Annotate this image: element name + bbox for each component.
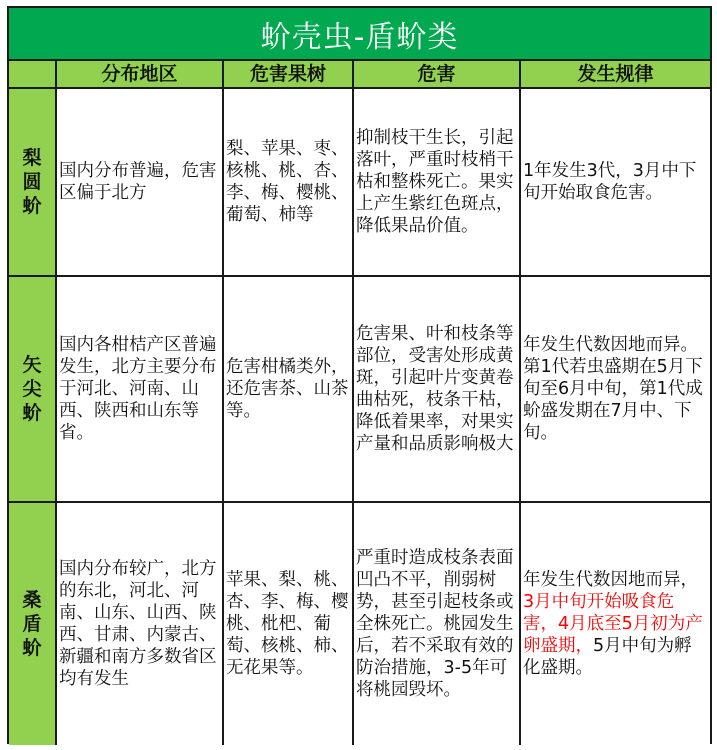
pattern-cell	[520, 88, 710, 276]
header-host-trees: 危害果树	[223, 61, 353, 88]
pattern-text: 1年发生3代，3月中下旬开始取食危害。	[523, 161, 697, 203]
pest-table-sheet	[7, 6, 712, 744]
pest-name: 矢尖蚧	[22, 354, 42, 424]
pest-table	[9, 61, 710, 745]
distribution-cell: 国内分布较广，北方的东北，河北、河南、山东、山西、陕西、甘肃、内蒙古、新疆和南方多数省区均有发生	[56, 502, 223, 745]
header-corner	[9, 61, 56, 88]
header-pattern: 发生规律	[520, 61, 710, 88]
pest-name: 桑盾蚧	[22, 589, 42, 659]
damage-cell: 抑制枝干生长，引起落叶，严重时枝梢干枯和整株死亡。果实上产生紫红色斑点，降低果品价值。	[353, 88, 520, 276]
pest-name-cell	[9, 276, 56, 502]
table-title: 蚧壳虫-盾蚧类	[9, 8, 710, 61]
host-trees-cell: 危害柑橘类外，还危害茶、山茶等。	[223, 276, 353, 502]
header-distribution: 分布地区	[56, 61, 223, 88]
header-damage: 危害	[353, 61, 520, 88]
distribution-cell: 国内分布普遍，危害区偏于北方	[56, 88, 223, 276]
pattern-text: 年发生代数因地而异，	[523, 570, 698, 590]
damage-cell: 严重时造成枝条表面凹凸不平，削弱树势，甚至引起枝条或全株死亡。桃园发生后，若不采取有效的防治措施，3-5年可将桃园毁坏。	[353, 502, 520, 745]
table-row	[9, 276, 710, 502]
distribution-cell: 国内各柑桔产区普遍发生，北方主要分布于河北、河南、山西、陕西和山东等省。	[56, 276, 223, 502]
pattern-text-after: 5月中旬为孵化盛期。	[523, 636, 692, 678]
pest-name: 梨圆蚧	[22, 147, 42, 217]
pest-name-cell	[9, 502, 56, 745]
pattern-cell	[520, 276, 710, 502]
damage-cell: 危害果、叶和枝条等部位，受害处形成黄斑，引起叶片变黄卷曲枯死，枝条干枯，降低着果率，对果实产量和品质影响极大	[353, 276, 520, 502]
pattern-text: 年发生代数因地而异。第1代若虫盛期在5月下旬至6月中旬，第1代成蚧盛发期在7月中、下旬。	[523, 335, 703, 443]
pest-name-cell	[9, 88, 56, 276]
host-trees-cell: 梨、苹果、枣、核桃、桃、杏、李、梅、樱桃、葡萄、柿等	[223, 88, 353, 276]
table-row	[9, 502, 710, 745]
header-row	[9, 61, 710, 88]
pattern-cell	[520, 502, 710, 745]
table-row	[9, 88, 710, 276]
pattern-highlight: 3月中旬开始吸食危害，4月底至5月初为产卵盛期，	[523, 592, 703, 656]
host-trees-cell: 苹果、梨、桃、杏、李、梅、樱桃、枇杷、葡萄、核桃、柿、无花果等。	[223, 502, 353, 745]
